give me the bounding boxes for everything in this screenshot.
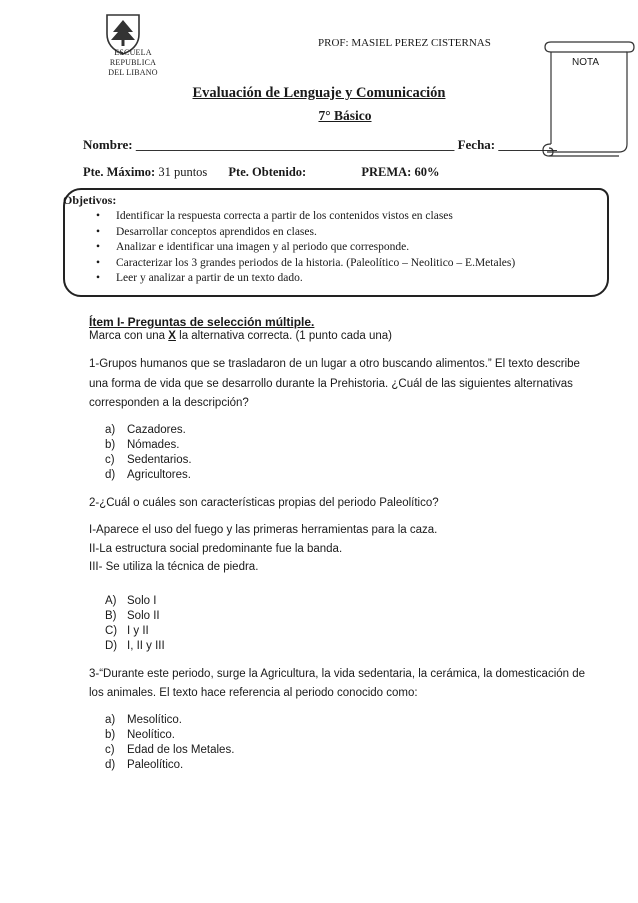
option-a[interactable]: a) Cazadores. — [105, 424, 186, 436]
option-b[interactable]: B) Solo II — [105, 610, 160, 622]
list-item: • Leer y analizar a partir de un texto dado. — [96, 271, 515, 287]
option-c[interactable]: c) Sedentarios. — [105, 454, 192, 466]
option-d[interactable]: d) Agricultores. — [105, 469, 191, 481]
option-a[interactable]: A) Solo I — [105, 595, 157, 607]
option-c[interactable]: c) Edad de los Metales. — [105, 744, 235, 756]
option-d[interactable]: D) I, II y III — [105, 640, 165, 652]
obtained-score-label: Pte. Obtenido: — [228, 165, 307, 179]
option-b[interactable]: b) Neolítico. — [105, 729, 175, 741]
name-label: Nombre: — [83, 137, 133, 152]
q2-statement: II-La estructura social predominante fue la banda. — [89, 543, 343, 555]
q1-text-line: una forma de vida que se desarrollo durante la Prehistoria. ¿Cuál de las siguientes alternativas — [89, 378, 573, 390]
course-label: 7° Básico — [318, 108, 372, 123]
option-a[interactable]: a) Mesolítico. — [105, 714, 182, 726]
section-instructions: Marca con una X la alternativa correcta. (1 punto cada una) — [89, 330, 393, 342]
objectives-list — [96, 209, 515, 287]
list-item: • Desarrollar conceptos aprendidos en clases. — [96, 225, 515, 241]
date-field[interactable]: _________ — [498, 137, 557, 152]
q3-text-line: los animales. El texto hace referencia al periodo conocido como: — [89, 687, 418, 699]
page-title: Evaluación de Lenguaje y Comunicación — [192, 85, 446, 101]
date-label: Fecha: — [457, 137, 496, 152]
school-name: ESCUELA REPUBLICA DEL LIBANO — [108, 48, 158, 77]
list-item: • Analizar e identificar una imagen y al periodo que corresponde. — [96, 240, 515, 256]
score-line — [83, 165, 439, 180]
q1-text-line: corresponden a la descripción? — [89, 397, 249, 409]
list-item: • Identificar la respuesta correcta a partir de los contenidos vistos en clases — [96, 209, 515, 225]
option-d[interactable]: d) Paleolítico. — [105, 759, 184, 771]
q1-text-line: 1-Grupos humanos que se trasladaron de un lugar a otro buscando alimentos.” El texto describe — [89, 358, 580, 370]
q3-options — [105, 713, 234, 773]
option-c[interactable]: C) I y II — [105, 625, 149, 637]
q2-stem: 2-¿Cuál o cuáles son características propias del periodo Paleolítico? — [89, 497, 439, 509]
max-score-label: Pte. Máximo: — [83, 165, 156, 179]
list-item: • Caracterizar los 3 grandes periodos de la historia. (Paleolítico – Neolitico – E.Metales) — [96, 256, 515, 272]
teacher-name: PROF: MASIEL PEREZ CISTERNAS — [318, 37, 491, 49]
name-date-line — [83, 137, 557, 153]
max-score-value: 31 puntos — [158, 165, 208, 179]
q2-statement: III- Se utiliza la técnica de piedra. — [89, 561, 259, 573]
objectives-title: Objetivos: — [63, 193, 117, 207]
q1-options — [105, 423, 192, 483]
section-title: Ítem I- Preguntas de selección múltiple. — [89, 315, 315, 329]
prema-label: PREMA: 60% — [361, 165, 440, 179]
q2-options — [105, 594, 165, 654]
q2-statement: I-Aparece el uso del fuego y las primeras herramientas para la caza. — [89, 524, 438, 536]
option-b[interactable]: b) Nómades. — [105, 439, 180, 451]
name-field[interactable]: _________________________________________________ — [135, 137, 455, 152]
grade-label: NOTA — [572, 57, 600, 68]
q3-text-line: 3-“Durante este periodo, surge la Agricultura, la vida sedentaria, la cerámica, la domesticación de — [89, 668, 586, 680]
